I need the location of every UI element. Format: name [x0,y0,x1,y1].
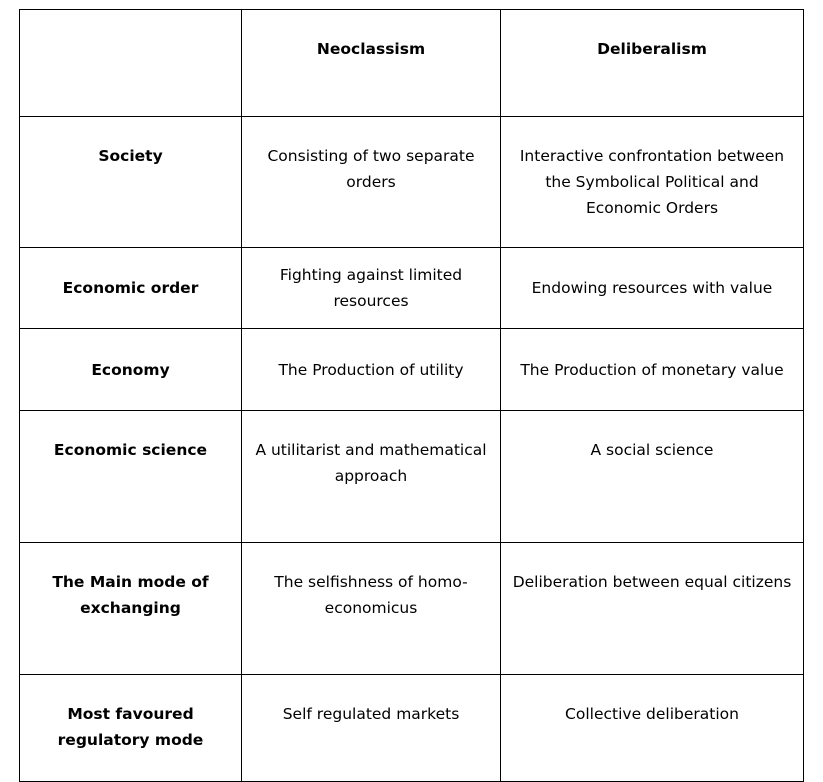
comparison-table [19,9,804,782]
cell-neoclassism-economic-science: A utilitarist and mathematical approach [242,411,501,543]
row-header-economic-order: Economic order [20,248,242,329]
table-row [20,675,804,782]
cell-neoclassism-main-mode-of-exchanging: The selfishness of homo-economicus [242,543,501,675]
column-header-neoclassism: Neoclassism [242,10,501,117]
row-header-society: Society [20,117,242,248]
header-row [20,10,804,117]
cell-deliberalism-main-mode-of-exchanging: Deliberation between equal citizens [501,543,804,675]
table-row [20,543,804,675]
corner-cell [20,10,242,117]
cell-deliberalism-society: Interactive confrontation between the Symbolical Political and Economic Orders [501,117,804,248]
cell-deliberalism-economy: The Production of monetary value [501,329,804,411]
cell-neoclassism-economy: The Production of utility [242,329,501,411]
row-header-economy: Economy [20,329,242,411]
table-row [20,411,804,543]
table-row [20,117,804,248]
cell-deliberalism-economic-order: Endowing resources with value [501,248,804,329]
cell-deliberalism-economic-science: A social science [501,411,804,543]
cell-deliberalism-regulatory-mode: Collective deliberation [501,675,804,782]
cell-neoclassism-society: Consisting of two separate orders [242,117,501,248]
row-header-regulatory-mode: Most favoured regulatory mode [20,675,242,782]
cell-neoclassism-regulatory-mode: Self regulated markets [242,675,501,782]
row-header-main-mode-of-exchanging: The Main mode of exchanging [20,543,242,675]
cell-neoclassism-economic-order: Fighting against limited resources [242,248,501,329]
table-row [20,329,804,411]
column-header-deliberalism: Deliberalism [501,10,804,117]
row-header-economic-science: Economic science [20,411,242,543]
table-row [20,248,804,329]
